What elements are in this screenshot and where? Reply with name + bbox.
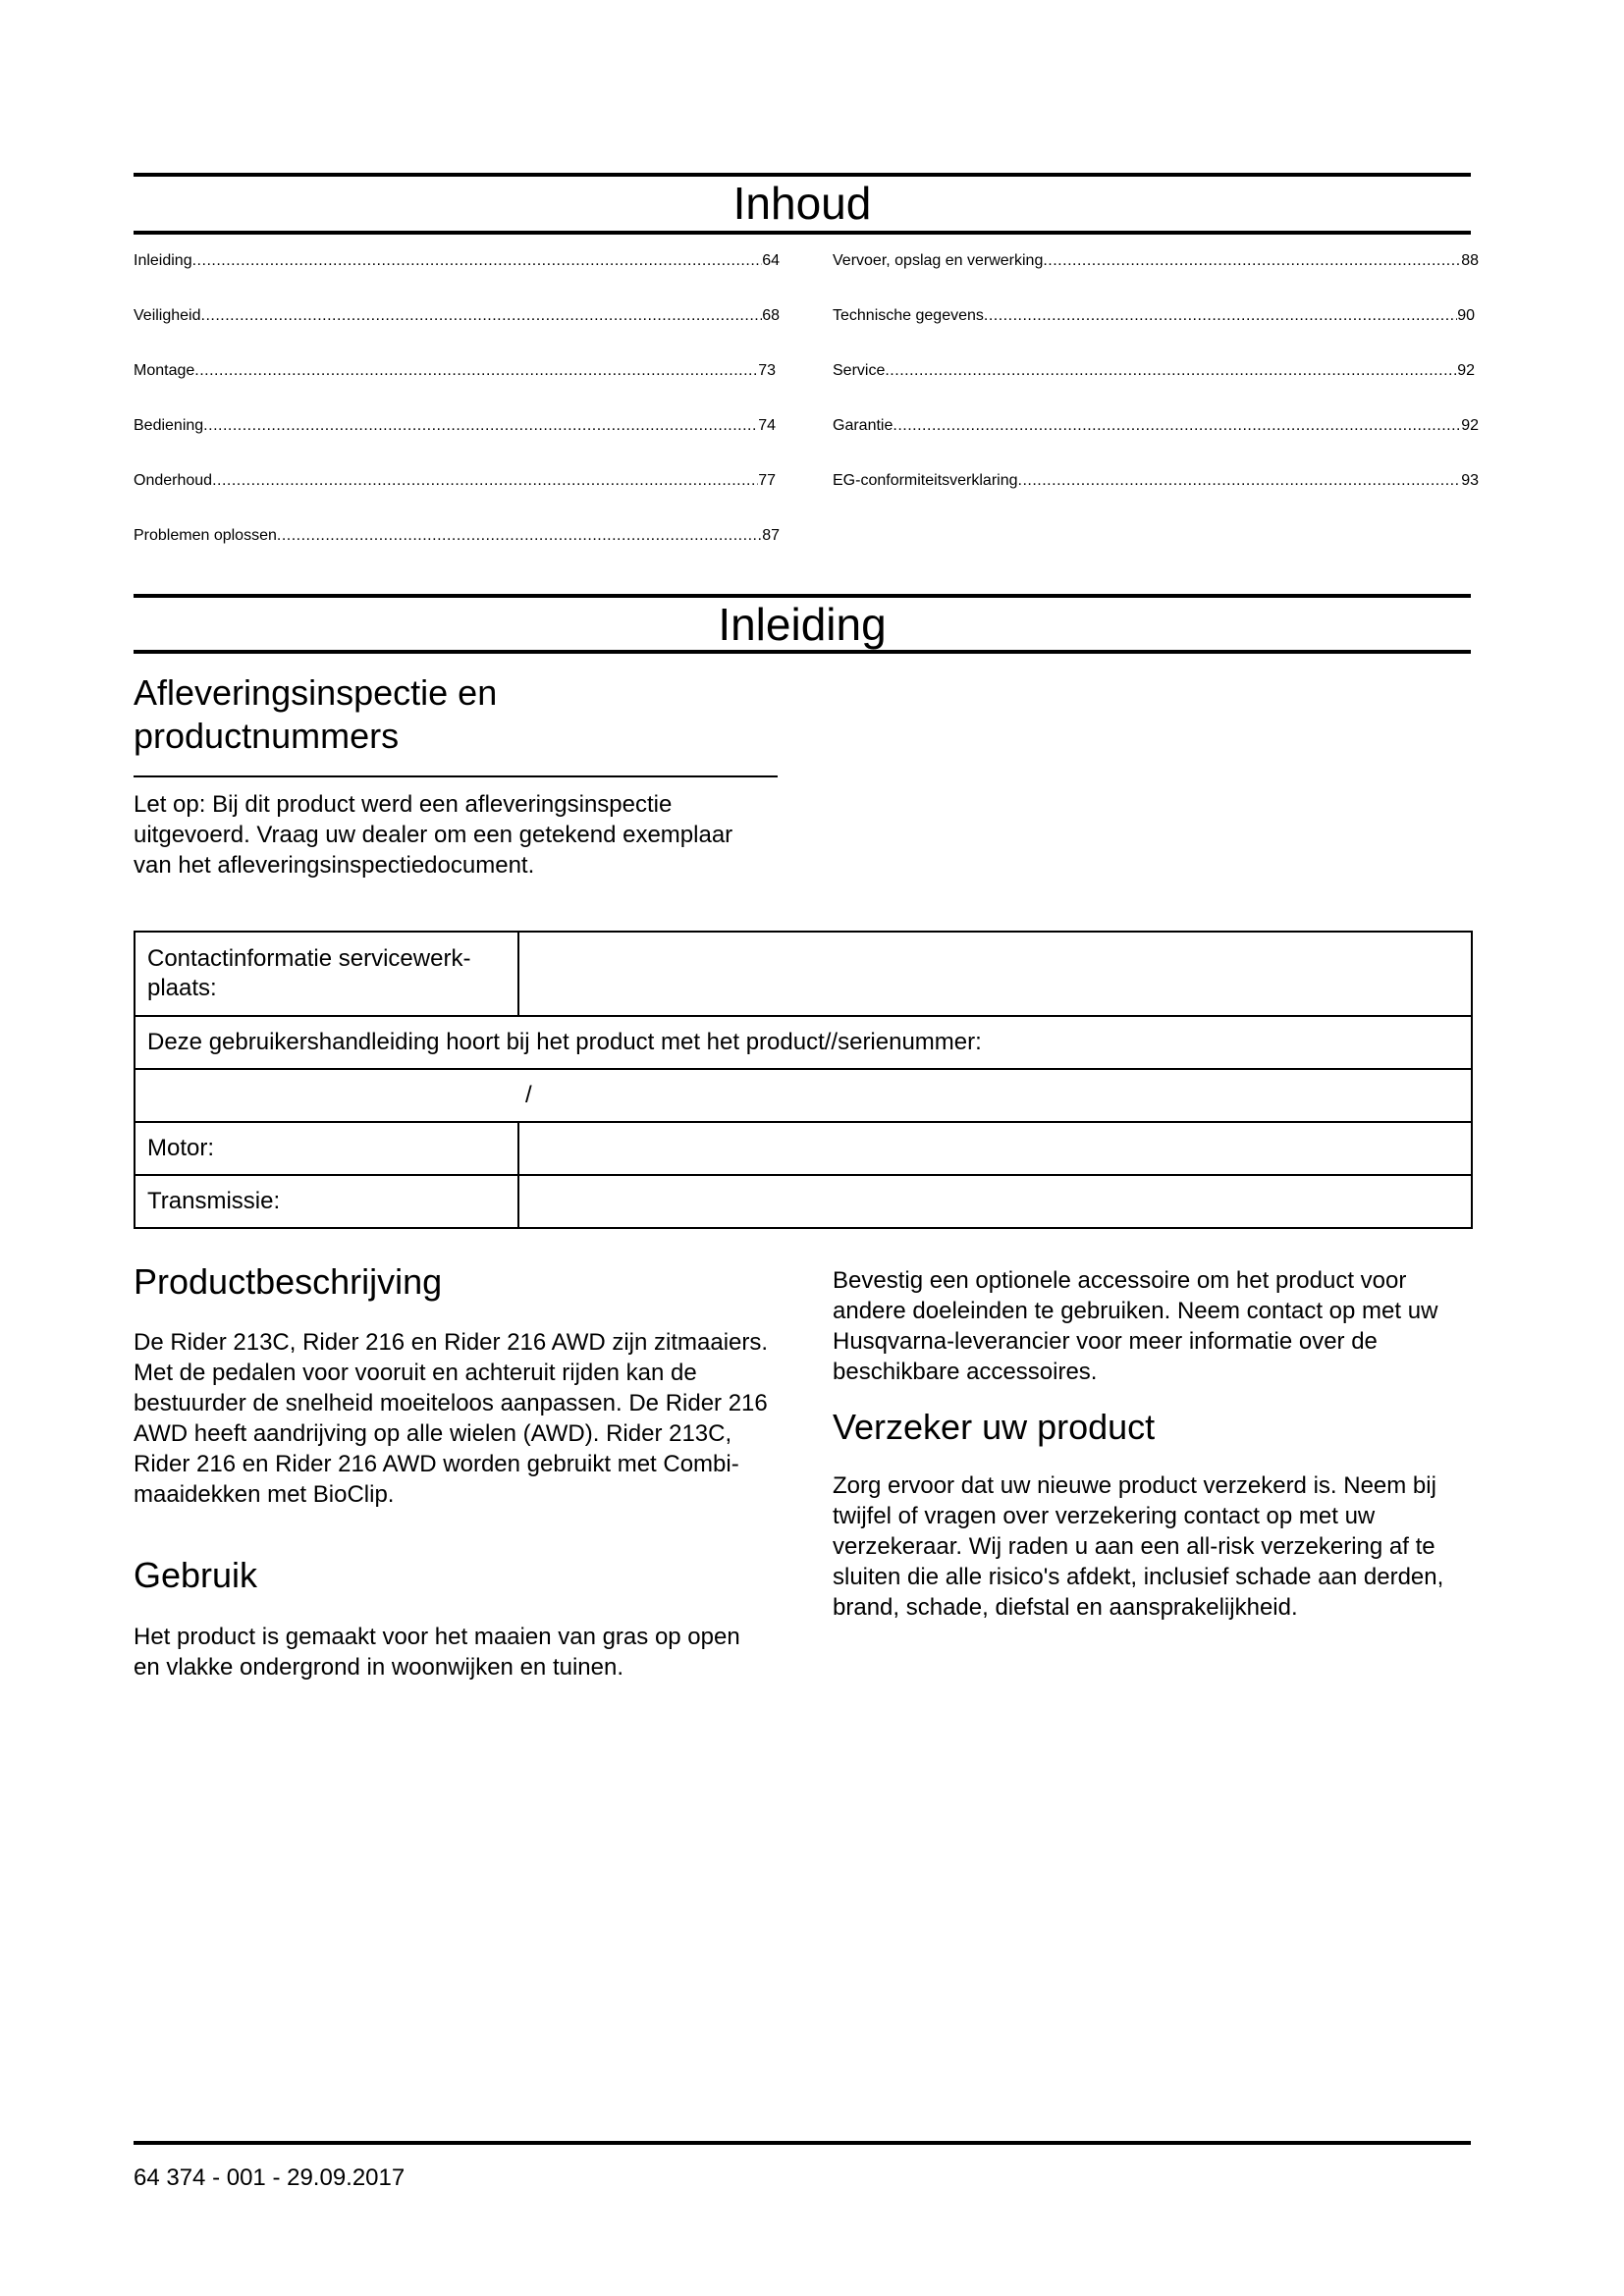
toc-entry[interactable]	[134, 252, 780, 282]
toc-entry[interactable]	[833, 252, 1479, 282]
toc-entry-page: 92	[1457, 362, 1475, 379]
serial-cell[interactable]	[135, 1069, 1472, 1122]
manual-text-cell	[135, 1016, 1472, 1069]
manual-text: Deze gebruikershandleiding hoort bij het product met het product//serienummer:	[147, 1029, 982, 1055]
toc-entry[interactable]	[134, 417, 776, 447]
toc-entry-label: Inleiding	[134, 252, 192, 269]
use-heading: Gebruik	[134, 1555, 258, 1595]
toc-entry-label: Bediening	[134, 417, 204, 434]
section-top-rule	[134, 594, 1471, 598]
toc-entry[interactable]	[134, 362, 776, 392]
toc-leader	[201, 307, 763, 325]
toc-entry-label: Problemen oplossen	[134, 527, 277, 544]
transmission-value-cell[interactable]	[518, 1175, 1472, 1228]
toc-entry[interactable]	[134, 527, 780, 557]
product-text: De Rider 213C, Rider 216 en Rider 216 AWD zijn zitmaaiers. Met de pedalen voor vooruit en achteruit rijden kan de bestuurder de snelheid moeiteloos aanpassen. De Rider 216 AWD heeft aandrijving op alle wielen (AWD). Rider 213C, Rider 216 en Rider 216 AWD worden gebruikt met Combi-maaidekken met BioClip.	[134, 1329, 769, 1508]
section-bottom-rule	[134, 650, 1471, 654]
toc-top-rule	[134, 173, 1471, 177]
toc-entry-label: Garantie	[833, 417, 893, 434]
toc-entry-page: 73	[758, 362, 776, 379]
toc-entry[interactable]	[134, 472, 776, 502]
toc-entry-page: 77	[758, 472, 776, 489]
delivery-rule	[134, 775, 778, 777]
toc-leader	[1018, 472, 1462, 490]
toc-leader	[885, 362, 1457, 380]
toc-entry-label: EG-conformiteitsverklaring	[833, 472, 1018, 489]
toc-entry[interactable]	[833, 417, 1479, 447]
toc-leader	[1043, 252, 1461, 270]
toc-entry-page: 68	[762, 307, 780, 324]
transmission-label: Transmissie:	[147, 1188, 281, 1214]
motor-label: Motor:	[147, 1135, 215, 1161]
toc-entry[interactable]	[833, 472, 1479, 502]
toc-entry-page: 93	[1461, 472, 1479, 489]
toc-entry-label: Montage	[134, 362, 195, 379]
toc-entry-label: Service	[833, 362, 886, 379]
motor-value-cell[interactable]	[518, 1122, 1472, 1175]
toc-entry[interactable]	[833, 307, 1475, 337]
transmission-label-cell	[135, 1175, 518, 1228]
insure-heading: Verzeker uw product	[833, 1407, 1156, 1447]
toc-entry-label: Technische gegevens	[833, 307, 984, 324]
toc-entry-label: Onderhoud	[134, 472, 213, 489]
toc-bottom-rule	[134, 231, 1471, 235]
product-heading: Productbeschrijving	[134, 1261, 443, 1302]
toc-leader	[984, 307, 1457, 325]
toc-leader	[212, 472, 758, 490]
footer-text: 64 374 - 001 - 29.09.2017	[134, 2164, 406, 2191]
toc-entry-page: 87	[762, 527, 780, 544]
product-info-table	[134, 931, 1473, 1229]
toc-leader	[893, 417, 1461, 435]
toc-entry-page: 64	[762, 252, 780, 269]
toc-entry-label: Vervoer, opslag en verwerking	[833, 252, 1044, 269]
toc-entry[interactable]	[833, 362, 1475, 392]
insure-text: Zorg ervoor dat uw nieuwe product verzekerd is. Neem bij twijfel of vragen over verzekering contact op met uw verzekeraar. Wij raden u aan een all-risk verzekering af te sluiten die alle risico's afdekt, inclusief schade aan derden, brand, schade, diefstal en aansprakelijkheid.	[833, 1472, 1444, 1621]
toc-leader	[194, 362, 758, 380]
toc-entry-page: 88	[1461, 252, 1479, 269]
toc-entry-page: 92	[1461, 417, 1479, 434]
toc-title: Inhoud	[732, 178, 872, 229]
delivery-heading: Afleveringsinspectie en productnummers	[134, 672, 498, 756]
delivery-note	[134, 789, 762, 881]
contact-label: Contactinformatie servicewerk-plaats:	[147, 945, 471, 1001]
toc-leader	[203, 417, 758, 435]
accessory-text: Bevestig een optionele accessoire om het product voor andere doeleinden te gebruiken. Neem contact op met uw Husqvarna-leverancier voor meer informatie over de beschikbare accessoires.	[833, 1267, 1438, 1385]
serial-slash: /	[525, 1082, 532, 1108]
footer-rule	[134, 2141, 1471, 2145]
toc-leader	[192, 252, 763, 270]
toc-entry-label: Veiligheid	[134, 307, 201, 324]
toc-entry[interactable]	[134, 307, 780, 337]
toc-entry-page: 74	[758, 417, 776, 434]
toc-entry-page: 90	[1457, 307, 1475, 324]
contact-label-cell	[135, 932, 518, 1016]
use-text: Het product is gemaakt voor het maaien van gras op open en vlakke ondergrond in woonwijken en tuinen.	[134, 1624, 740, 1681]
motor-label-cell	[135, 1122, 518, 1175]
note-prefix: Let op:	[134, 791, 206, 818]
note-text: Bij dit product werd een afleveringsinspectie uitgevoerd. Vraag uw dealer om een getekend exemplaar van het afleveringsinspectiedocument.	[134, 791, 733, 879]
section-title: Inleiding	[718, 599, 887, 650]
contact-value-cell[interactable]	[518, 932, 1472, 1016]
toc-leader	[277, 527, 762, 545]
